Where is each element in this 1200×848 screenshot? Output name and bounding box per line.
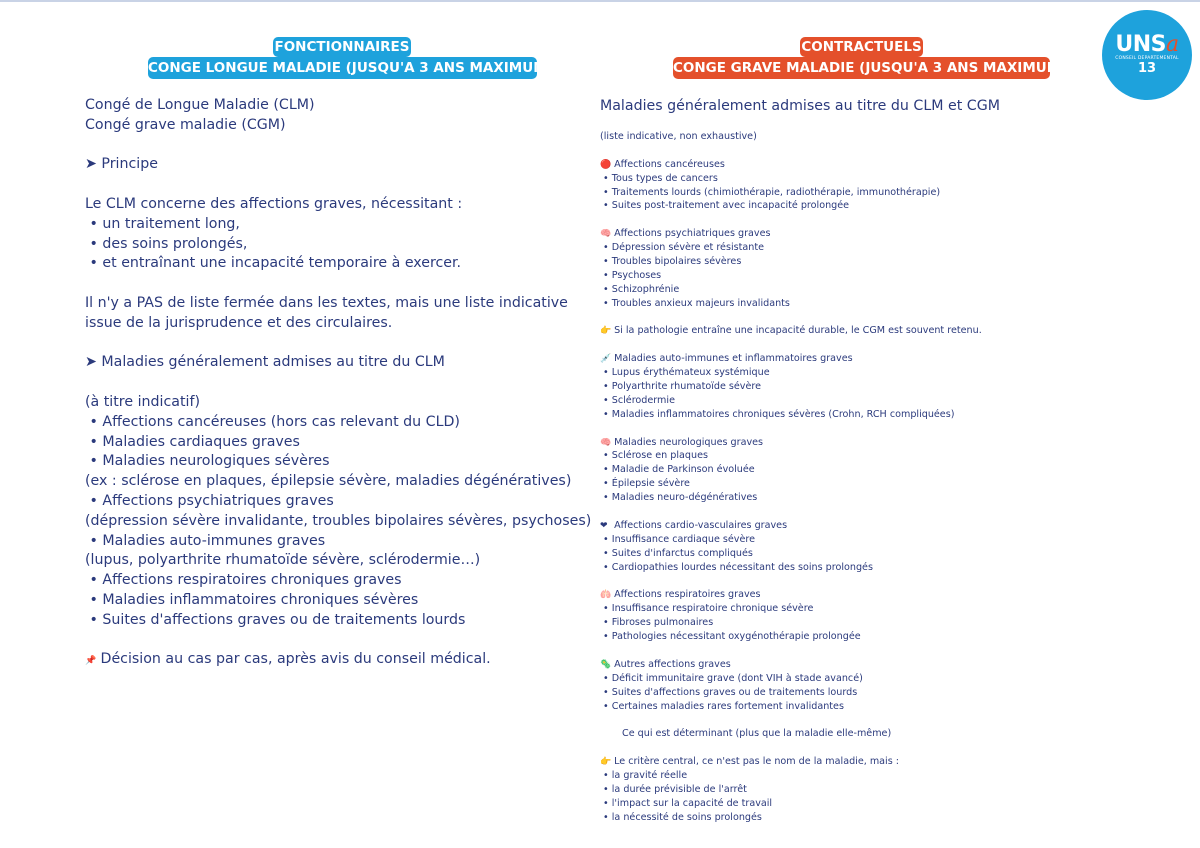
brain-icon: 🧠	[600, 229, 612, 240]
text-line	[85, 591, 591, 611]
text-line	[600, 172, 982, 186]
text-line	[600, 533, 982, 547]
text-line	[600, 463, 982, 477]
line-text: Congé grave maladie (CGM)	[85, 116, 286, 133]
text-line	[85, 532, 591, 552]
line-text: • Suites d'affections graves ou de traitements lourds	[600, 686, 858, 698]
blank-line	[600, 144, 982, 158]
text-line	[600, 630, 982, 644]
text-line	[600, 408, 982, 422]
text-line	[85, 413, 591, 433]
text-line	[600, 158, 982, 172]
text-line	[600, 769, 982, 783]
text-line	[600, 394, 982, 408]
blank-line	[600, 338, 982, 352]
line-text: • Maladies inflammatoires chroniques sévères	[85, 591, 419, 608]
line-text: • Suites d'affections graves ou de traitements lourds	[85, 611, 466, 628]
contractuels-header: CONTRACTUELS	[801, 39, 922, 55]
line-text: ➤ Principe	[85, 156, 158, 173]
unsa-logo	[1102, 10, 1192, 100]
logo-word-main: UNS	[1115, 32, 1166, 57]
cgm-subheader: CONGE GRAVE MALADIE (JUSQU'A 3 ANS MAXIMUM)	[673, 57, 1050, 79]
line-text: • Suites post-traitement avec incapacité prolongée	[600, 200, 850, 212]
line-text: • Suites d'infarctus compliqués	[600, 547, 753, 559]
syringe-icon: 💉	[600, 354, 612, 365]
line-text: • la gravité réelle	[600, 769, 688, 781]
text-line	[600, 616, 982, 630]
text-line	[85, 96, 591, 116]
text-line	[600, 755, 982, 769]
blank-line	[600, 311, 982, 325]
text-line	[600, 602, 982, 616]
text-line	[85, 155, 591, 175]
blank-line	[600, 713, 982, 727]
text-line	[85, 571, 591, 591]
text-line	[600, 449, 982, 463]
pointing-hand-icon: 👉	[600, 326, 612, 337]
text-line	[85, 551, 591, 571]
text-line	[600, 477, 982, 491]
microbe-icon: 🦠	[600, 659, 612, 670]
line-text: • Maladies inflammatoires chroniques sévères (Crohn, RCH compliquées)	[600, 408, 955, 420]
blank-line	[600, 644, 982, 658]
text-line	[600, 561, 982, 575]
text-line	[85, 472, 591, 492]
text-line	[85, 433, 591, 453]
line-text: • Épilepsie sévère	[600, 478, 690, 490]
blank-line	[600, 422, 982, 436]
text-line	[85, 452, 591, 472]
line-text: Maladies neurologiques graves	[614, 436, 764, 448]
line-text: (lupus, polyarthrite rhumatoïde sévère, sclérodermie…)	[85, 552, 481, 569]
right-column-title: Maladies généralement admises au titre du CLM et CGM	[600, 98, 1000, 114]
text-line	[85, 116, 591, 136]
line-text: (à titre indicatif)	[85, 393, 200, 410]
line-text: • Psychoses	[600, 269, 662, 281]
line-text: • Maladies cardiaques graves	[85, 433, 300, 450]
line-text: • Certaines maladies rares fortement invalidantes	[600, 700, 844, 712]
line-text: • Maladies neurologiques sévères	[85, 453, 330, 470]
blank-line	[600, 213, 982, 227]
text-line	[600, 297, 982, 311]
line-text: • Déficit immunitaire grave (dont VIH à stade avancé)	[600, 672, 863, 684]
text-line	[85, 314, 591, 334]
pointing-hand-icon: 👉	[600, 757, 612, 768]
line-text: Le CLM concerne des affections graves, nécessitant :	[85, 195, 463, 212]
line-text: • Affections cancéreuses (hors cas relevant du CLD)	[85, 413, 460, 430]
text-line	[600, 380, 982, 394]
line-text: • Maladie de Parkinson évoluée	[600, 464, 755, 476]
line-text: Affections cancéreuses	[614, 158, 725, 170]
line-text: • Sclérose en plaques	[600, 450, 708, 462]
blank-line	[85, 631, 591, 651]
blank-line	[600, 575, 982, 589]
line-text: • Cardiopathies lourdes nécessitant des soins prolongés	[600, 561, 873, 573]
text-line	[600, 672, 982, 686]
lungs-icon: 🫁	[600, 590, 612, 601]
line-text: • un traitement long,	[85, 215, 240, 232]
text-line	[600, 783, 982, 797]
line-text: issue de la jurisprudence et des circulaires.	[85, 314, 393, 331]
line-text: (dépression sévère invalidante, troubles bipolaires sévères, psychoses)	[85, 512, 592, 529]
cgm-disease-list	[600, 130, 982, 825]
line-text: • des soins prolongés,	[85, 235, 248, 252]
blank-line	[600, 505, 982, 519]
text-line	[600, 241, 982, 255]
line-text: Affections respiratoires graves	[614, 589, 761, 601]
text-line	[600, 519, 982, 533]
line-text: • Maladies auto-immunes graves	[85, 532, 326, 549]
line-text: • Lupus érythémateux systémique	[600, 367, 770, 379]
blank-line	[85, 274, 591, 294]
text-line	[600, 727, 982, 741]
line-text: • Pathologies nécessitant oxygénothérapie prolongée	[600, 631, 861, 643]
text-line	[85, 294, 591, 314]
blank-line	[85, 175, 591, 195]
text-line	[85, 611, 591, 631]
line-text: • Insuffisance cardiaque sévère	[600, 533, 756, 545]
line-text: Congé de Longue Maladie (CLM)	[85, 97, 315, 113]
text-line	[600, 366, 982, 380]
text-line	[600, 686, 982, 700]
text-line	[600, 227, 982, 241]
pushpin-icon: 📌	[85, 656, 97, 667]
line-text: • Traitements lourds (chimiothérapie, radiothérapie, immunothérapie)	[600, 186, 941, 198]
logo-number: 13	[1137, 61, 1157, 76]
red-circle-icon: 🔴	[600, 159, 612, 170]
text-line	[600, 324, 982, 338]
line-text: • Sclérodermie	[600, 394, 675, 406]
line-text: • Insuffisance respiratoire chronique sévère	[600, 603, 814, 615]
line-text: • Troubles bipolaires sévères	[600, 256, 742, 268]
line-text: • Affections respiratoires chroniques graves	[85, 572, 402, 589]
text-line	[600, 436, 982, 450]
text-line	[600, 658, 982, 672]
line-text: • la nécessité de soins prolongés	[600, 811, 762, 823]
text-line	[600, 811, 982, 825]
line-text: Le critère central, ce n'est pas le nom de la maladie, mais :	[614, 756, 899, 768]
text-line	[600, 283, 982, 297]
line-text: • Fibroses pulmonaires	[600, 617, 714, 629]
text-line	[600, 547, 982, 561]
text-line	[600, 130, 982, 144]
logo-word-accent: a	[1166, 32, 1179, 57]
text-line	[600, 269, 982, 283]
text-line	[85, 512, 591, 532]
line-text: Si la pathologie entraîne une incapacité durable, le CGM est souvent retenu.	[614, 325, 982, 337]
text-line	[85, 215, 591, 235]
text-line	[600, 352, 982, 366]
line-text: Il n'y a PAS de liste fermée dans les textes, mais une liste indicative	[85, 294, 568, 311]
text-line	[600, 797, 982, 811]
fonctionnaires-header: FONCTIONNAIRES	[274, 39, 410, 55]
blank-line	[85, 136, 591, 156]
line-text: Maladies auto-immunes et inflammatoires graves	[614, 353, 853, 365]
text-line	[600, 491, 982, 505]
text-line	[85, 195, 591, 215]
line-text: • la durée prévisible de l'arrêt	[600, 783, 747, 795]
line-text: Ce qui est déterminant (plus que la maladie elle-même)	[622, 728, 892, 740]
blank-line	[85, 334, 591, 354]
brain-icon: 🧠	[600, 437, 612, 448]
line-text: • Affections psychiatriques graves	[85, 492, 334, 509]
blank-line	[600, 741, 982, 755]
heart-icon: ❤	[600, 520, 608, 531]
line-text: Décision au cas par cas, après avis du conseil médical.	[100, 651, 491, 668]
text-line	[600, 255, 982, 269]
text-line	[85, 393, 591, 413]
clm-column	[85, 96, 591, 670]
line-text: • Dépression sévère et résistante	[600, 242, 764, 254]
top-border	[0, 0, 1200, 2]
line-text: • Maladies neuro-dégénératives	[600, 492, 758, 504]
text-line	[85, 353, 591, 373]
line-text: ➤ Maladies généralement admises au titre du CLM	[85, 354, 445, 371]
line-text: Autres affections graves	[614, 658, 731, 670]
logo-subtitle: CONSEIL DEPARTEMENTAL	[1115, 56, 1179, 61]
text-line	[85, 235, 591, 255]
text-line	[600, 700, 982, 714]
line-text: • Tous types de cancers	[600, 172, 718, 184]
line-text: • et entraînant une incapacité temporaire à exercer.	[85, 255, 462, 272]
line-text: Affections psychiatriques graves	[614, 228, 771, 240]
text-line	[85, 650, 591, 670]
text-line	[600, 588, 982, 602]
text-line	[85, 492, 591, 512]
line-text: • Polyarthrite rhumatoïde sévère	[600, 381, 762, 393]
text-line	[600, 186, 982, 200]
line-text: (liste indicative, non exhaustive)	[600, 131, 757, 142]
line-text: • l'impact sur la capacité de travail	[600, 797, 773, 809]
line-text: Affections cardio-vasculaires graves	[614, 519, 788, 531]
logo-wordmark	[1102, 32, 1192, 57]
clm-subheader: CONGE LONGUE MALADIE (JUSQU'A 3 ANS MAXIMUM)	[148, 57, 537, 79]
line-text: • Troubles anxieux majeurs invalidants	[600, 297, 790, 309]
blank-line	[85, 373, 591, 393]
line-text: • Schizophrénie	[600, 283, 680, 295]
text-line	[600, 199, 982, 213]
line-text: (ex : sclérose en plaques, épilepsie sévère, maladies dégénératives)	[85, 473, 572, 490]
text-line	[85, 254, 591, 274]
